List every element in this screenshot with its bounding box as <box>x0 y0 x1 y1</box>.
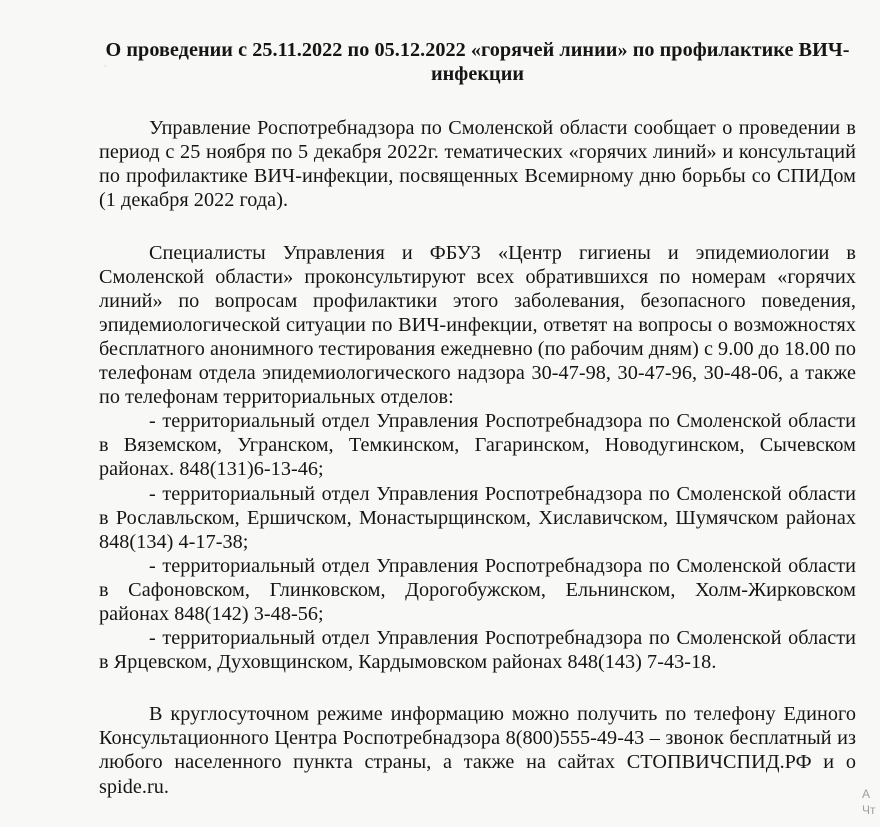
document-body <box>99 38 856 799</box>
paragraph-spacing <box>99 213 856 241</box>
paragraph-intro: Управление Роспотребнадзора по Смоленской области сообщает о проведении в период с 25 ноября по 5 декабря 2022г. тематических «горячих линий» и консультаций по профилактике ВИЧ-инфекции, посвященных Всемирному дню борьбы со СПИДом (1 декабря 2022 года). <box>99 117 856 212</box>
list-item: - территориальный отдел Управления Роспотребнадзора по Смоленской области в Сафоновском, Глинковском, Дорогобужском, Ельнинском, Холм-Жирковском районах 848(142) 3-48-56; <box>99 554 856 625</box>
list-item: - территориальный отдел Управления Роспотребнадзора по Смоленской области в Ярцевском, Духовщинском, Кардымовском районах 848(143) 7-43-18. <box>99 627 856 674</box>
territorial-departments-list <box>99 409 856 674</box>
list-item: - территориальный отдел Управления Роспотребнадзора по Смоленской области в Рославльском, Ершичском, Монастырщинском, Хиславичском, Шумячском районах 848(134) 4-17-38; <box>99 482 856 553</box>
activation-watermark <box>862 786 880 818</box>
paragraph-hotline: В круглосуточном режиме информацию можно получить по телефону Единого Консультационного Центра Роспотребнадзора 8(800)555-49-43 – звонок бесплатный из любого населенного пункта страны, а также на сайтах СТОПВИЧСПИД.РФ и о spide.ru. <box>99 703 856 798</box>
watermark-line-1: А <box>862 787 871 801</box>
document-title: О проведении с 25.11.2022 по 05.12.2022 «горячей линии» по профилактике ВИЧ-инфекции <box>105 39 850 86</box>
paragraph-consultations: Специалисты Управления и ФБУЗ «Центр гигиены и эпидемиологии в Смоленской области» проконсультируют всех обратившихся по номерам «горячих линий» по вопросам профилактики этого заболевания, безопасного поведения, эпидемиологической ситуации по ВИЧ-инфекции, ответят на вопросы о возможностях бесплатного анонимного тестирования ежедневно (по рабочим дням) с 9.00 до 18.00 по телефонам отдела эпидемиологического надзора 30-47-98, 30-47-96, 30-48-06, а также по телефонам территориальных отделов: <box>99 241 857 409</box>
list-item: - территориальный отдел Управления Роспотребнадзора по Смоленской области в Вяземском, Угранском, Темкинском, Гагаринском, Новодугинском, Сычевском районах. 848(131)6-13-46; <box>99 410 856 481</box>
watermark-line-2: Чт <box>862 803 876 817</box>
paragraph-spacing <box>99 674 856 702</box>
